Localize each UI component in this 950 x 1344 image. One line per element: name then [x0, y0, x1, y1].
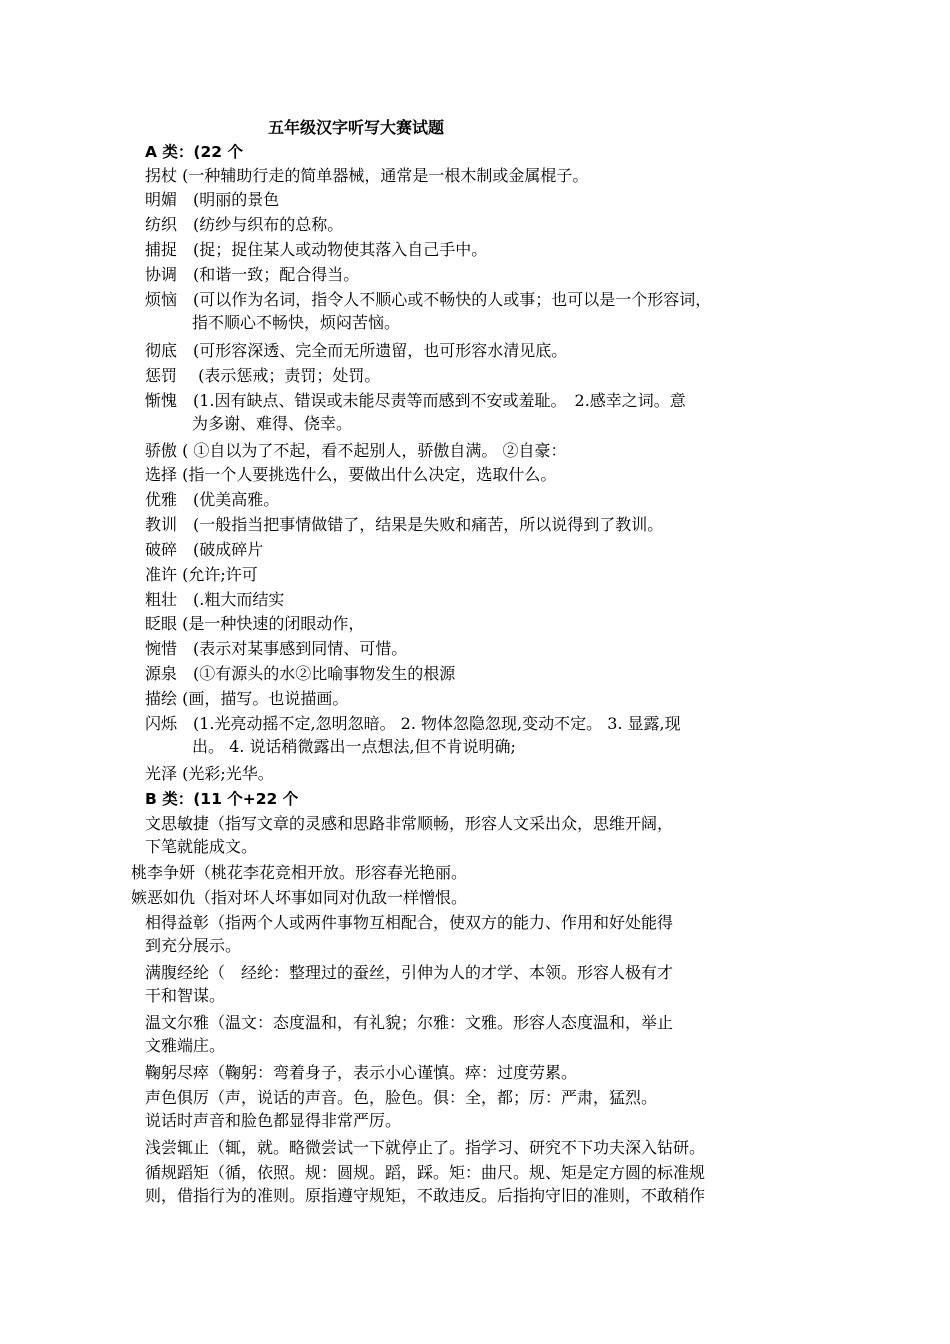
entry-a-3: 纺织 (纺纱与织布的总称。	[145, 215, 344, 234]
entry-a-22: 光泽 (光彩;光华。	[145, 764, 274, 783]
entry-b-1: 文思敏捷（指写文章的灵感和思路非常顺畅，形容人文采出众，思维开阔， 下笔就能成文。	[145, 814, 674, 856]
entry-a-4: 捕捉 (捉；捉住某人或动物使其落入自己手中。	[145, 240, 488, 259]
section-a-heading: A 类：(22 个	[145, 143, 243, 161]
entry-a-1: 拐杖 (一种辅助行走的简单器械，通常是一根木制或金属棍子。	[145, 166, 589, 185]
entry-a-9: 惭愧 (1.因有缺点、错误或未能尽责等而感到不安或羞耻。 2.感幸之词。意 为多谢、难得、侥幸。	[145, 391, 686, 433]
entry-a-13: 教训 (一般指当把事情做错了，结果是失败和痛苦，所以说得到了教训。	[145, 515, 664, 534]
entry-a-19: 源泉 (①有源头的水②比喻事物发生的根源	[145, 664, 456, 683]
entry-a-14: 破碎 (破成碎片	[145, 540, 264, 559]
entry-b-6: 温文尔雅（温文：态度温和，有礼貌；尔雅：文雅。形容人态度温和，举止 文雅端庄。	[145, 1013, 674, 1055]
entry-a-7: 彻底 (可形容深透、完全而无所遗留，也可形容水清见底。	[145, 341, 568, 360]
entry-a-17: 眨眼 (是一种快速的闭眼动作，	[145, 614, 365, 633]
entry-a-11: 选择 (指一个人要挑选什么，要做出什么决定，选取什么。	[145, 465, 557, 484]
entry-b-10: 循规蹈矩（循，依照。规：圆规。蹈，踩。矩：曲尺。规、矩是定方圆的标准规 则，借指行为的准则。原指遵守规矩，不敢违反。后指拘守旧的准则，不敢稍作	[145, 1163, 706, 1205]
entry-a-2: 明媚 (明丽的景色	[145, 190, 280, 209]
entry-a-10: 骄傲 ( ①自以为了不起，看不起别人，骄傲自满。 ②自豪：	[145, 441, 567, 460]
entry-b-5: 满腹经纶（ 经纶：整理过的蚕丝，引伸为人的才学、本领。形容人极有才 干和智谋。	[145, 963, 674, 1005]
entry-b-8: 声色俱厉（声，说话的声音。色，脸色。俱：全，都；厉：严肃，猛烈。 说话时声音和脸色都显得非常严厉。	[145, 1088, 658, 1130]
entry-a-15: 准许 (允许;许可	[145, 565, 258, 584]
page-title: 五年级汉字听写大赛试题	[268, 118, 445, 137]
entry-a-21: 闪烁 (1.光亮动摇不定,忽明忽暗。 2. 物体忽隐忽现,变动不定。 3. 显露,现 出。 4. 说话稍微露出一点想法,但不肯说明确;	[145, 714, 681, 756]
section-b-heading: B 类：(11 个+22 个	[145, 790, 299, 808]
entry-a-5: 协调 (和谐一致；配合得当。	[145, 265, 360, 284]
entry-a-6: 烦恼 (可以作为名词，指令人不顺心或不畅快的人或事；也可以是一个形容词， 指不顺心不畅快，烦闷苦恼。	[145, 290, 712, 332]
entry-b-9: 浅尝辄止（辄，就。略微尝试一下就停止了。指学习、研究不下功夫深入钻研。	[145, 1138, 706, 1157]
entry-a-18: 惋惜 (表示对某事感到同情、可惜。	[145, 639, 408, 658]
entry-b-2: 桃李争妍（桃花李花竞相开放。形容春光艳丽。	[131, 863, 468, 882]
entry-b-7: 鞠躬尽瘁（鞠躬：弯着身子，表示小心谨慎。瘁：过度劳累。	[145, 1063, 578, 1082]
entry-a-12: 优雅 (优美高雅。	[145, 490, 280, 509]
entry-b-4: 相得益彰（指两个人或两件事物互相配合，使双方的能力、作用和好处能得 到充分展示。	[145, 913, 674, 955]
entry-a-16: 粗壮 (.粗大而结实	[145, 590, 285, 609]
entry-b-3: 嫉恶如仇（指对坏人坏事如同对仇敌一样憎恨。	[131, 888, 468, 907]
entry-a-20: 描绘 (画，描写。也说描画。	[145, 689, 349, 708]
entry-a-8: 惩罚 (表示惩戒；责罚；处罚。	[145, 366, 381, 385]
